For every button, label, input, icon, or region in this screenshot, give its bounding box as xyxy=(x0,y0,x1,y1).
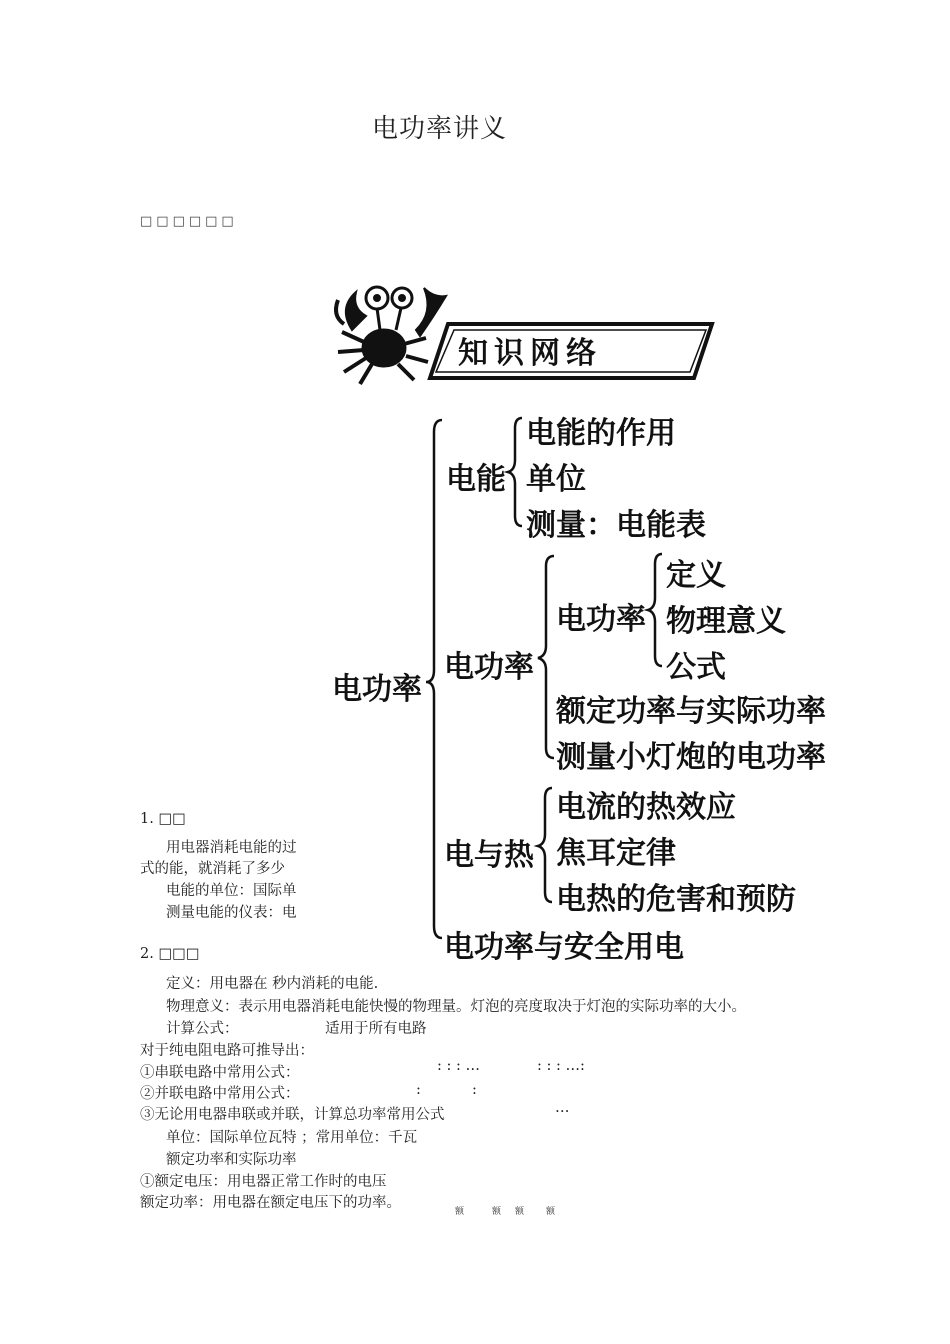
rated-heading: 额定功率和实际功率 xyxy=(166,1152,297,1168)
subscript-label: 额 xyxy=(546,1207,556,1217)
rated-power-line: 额定功率：用电器在额定电压下的功率。 xyxy=(140,1195,401,1211)
total-line: ③无论用电器串联或并联，计算总功率常用公式 xyxy=(140,1107,445,1123)
parallel-line: ②并联电路中常用公式： xyxy=(140,1086,300,1102)
mindmap-leaf: 测量：电能表 xyxy=(526,508,706,543)
series-ratio: : : : … xyxy=(437,1058,480,1074)
parallel-ratio: : xyxy=(472,1082,477,1098)
page-title: 电功率讲义 xyxy=(372,114,508,144)
rated-voltage-line: ①额定电压：用电器正常工作时的电压 xyxy=(140,1174,387,1190)
unit-line: 单位：国际单位瓦特 ；常用单位：千瓦 xyxy=(166,1130,418,1146)
section1-line: 用电器消耗电能的过 xyxy=(166,840,297,856)
mindmap-node-electricity-heat: 电与热 xyxy=(444,838,534,873)
meaning-line: 物理意义：表示用电器消耗电能快慢的物理量。灯泡的亮度取决于灯泡的实际功率的大小。 xyxy=(166,999,746,1015)
mindmap-leaf: 单位 xyxy=(526,462,586,497)
mindmap-node-electric-energy: 电能 xyxy=(446,462,506,497)
subscript-label: 额 xyxy=(492,1207,502,1217)
section1-line: 式的能，就消耗了多少 xyxy=(140,861,285,877)
section1-heading: 1. □□ xyxy=(140,811,186,827)
mindmap-node-safety: 电功率与安全用电 xyxy=(444,930,684,965)
mindmap-root: 电功率 xyxy=(332,672,422,707)
mindmap-leaf: 焦耳定律 xyxy=(556,836,676,871)
mindmap-node-power-sub: 电功率 xyxy=(556,602,646,637)
section1-line: 电能的单位：国际单 xyxy=(166,883,297,899)
total-dots: … xyxy=(555,1100,570,1116)
section2-heading: 2. □□□ xyxy=(140,946,200,962)
pure-resistance-line: 对于纯电阻电路可推导出： xyxy=(140,1043,314,1059)
mindmap-leaf: 额定功率与实际功率 xyxy=(556,694,826,729)
formula-note: 适用于所有电路 xyxy=(325,1021,427,1037)
knowledge-network-graphic xyxy=(322,272,942,965)
parallel-ratio: : xyxy=(416,1082,421,1098)
mindmap-leaf: 公式 xyxy=(666,650,726,685)
mindmap-leaf: 电流的热效应 xyxy=(556,790,736,825)
mindmap-leaf: 定义 xyxy=(666,558,726,593)
mindmap-node-electric-power: 电功率 xyxy=(444,650,534,685)
mindmap-leaf: 测量小灯炮的电功率 xyxy=(556,740,826,775)
missing-glyph-line: □□□□□□ xyxy=(140,214,238,229)
series-line: ①串联电路中常用公式： xyxy=(140,1065,300,1081)
mindmap-leaf: 电能的作用 xyxy=(526,416,676,451)
mindmap-leaf: 电热的危害和预防 xyxy=(556,882,796,917)
definition-line: 定义：用电器在 秒内消耗的电能. xyxy=(166,976,379,992)
formula-label: 计算公式： xyxy=(166,1021,239,1037)
banner-title: 知识网络 xyxy=(458,336,602,371)
subscript-label: 额 xyxy=(455,1207,465,1217)
series-ratio: : : : …: xyxy=(537,1058,585,1074)
section1-line: 测量电能的仪表：电 xyxy=(166,905,297,921)
subscript-label: 额 xyxy=(515,1207,525,1217)
mindmap-leaf: 物理意义 xyxy=(666,604,786,639)
